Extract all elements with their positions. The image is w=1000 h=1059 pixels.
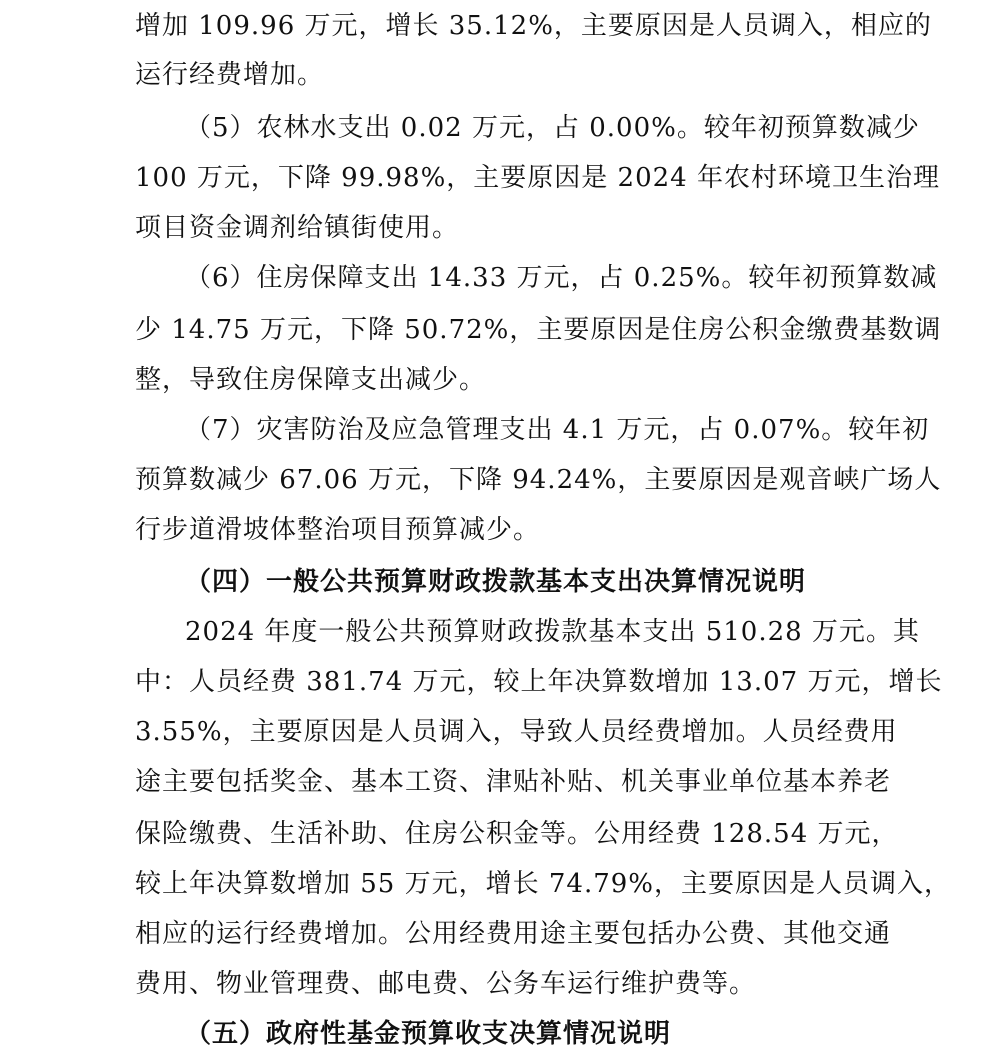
paragraph-line: （7）灾害防治及应急管理支出 4.1 万元，占 0.07%。较年初 [185, 415, 930, 445]
paragraph-line: 预算数减少 67.06 万元，下降 94.24%，主要原因是观音峡广场人 [135, 465, 942, 495]
paragraph-line: （5）农林水支出 0.02 万元，占 0.00%。较年初预算数减少 [185, 113, 920, 143]
paragraph-line: 增加 109.96 万元，增长 35.12%，主要原因是人员调入，相应的 [135, 11, 932, 41]
paragraph-line: 中：人员经费 381.74 万元，较上年决算数增加 13.07 万元，增长 [135, 667, 943, 697]
paragraph-line: 较上年决算数增加 55 万元，增长 74.79%，主要原因是人员调入， [135, 869, 952, 899]
paragraph-line: （6）住房保障支出 14.33 万元，占 0.25%。较年初预算数减 [185, 263, 938, 293]
paragraph-line: 行步道滑坡体整治项目预算减少。 [135, 515, 541, 545]
paragraph-line: 费用、物业管理费、邮电费、公务车运行维护费等。 [135, 969, 757, 999]
paragraph-line: 100 万元，下降 99.98%，主要原因是 2024 年农村环境卫生治理 [135, 163, 940, 193]
section-heading: （四）一般公共预算财政拨款基本支出决算情况说明 [185, 567, 807, 597]
paragraph-line: 相应的运行经费增加。公用经费用途主要包括办公费、其他交通 [135, 919, 892, 949]
paragraph-line: 保险缴费、生活补助、住房公积金等。公用经费 128.54 万元， [135, 819, 899, 849]
paragraph-line: 2024 年度一般公共预算财政拨款基本支出 510.28 万元。其 [185, 617, 920, 647]
paragraph-line: 项目资金调剂给镇街使用。 [135, 213, 460, 243]
paragraph-line: 3.55%，主要原因是人员调入，导致人员经费增加。人员经费用 [135, 717, 898, 747]
paragraph-line: 运行经费增加。 [135, 60, 325, 90]
paragraph-line: 少 14.75 万元，下降 50.72%，主要原因是住房公积金缴费基数调 [135, 315, 942, 345]
paragraph-line: 整，导致住房保障支出减少。 [135, 365, 487, 395]
paragraph-line: 途主要包括奖金、基本工资、津贴补贴、机关事业单位基本养老 [135, 767, 892, 797]
section-heading: （五）政府性基金预算收支决算情况说明 [185, 1019, 672, 1049]
